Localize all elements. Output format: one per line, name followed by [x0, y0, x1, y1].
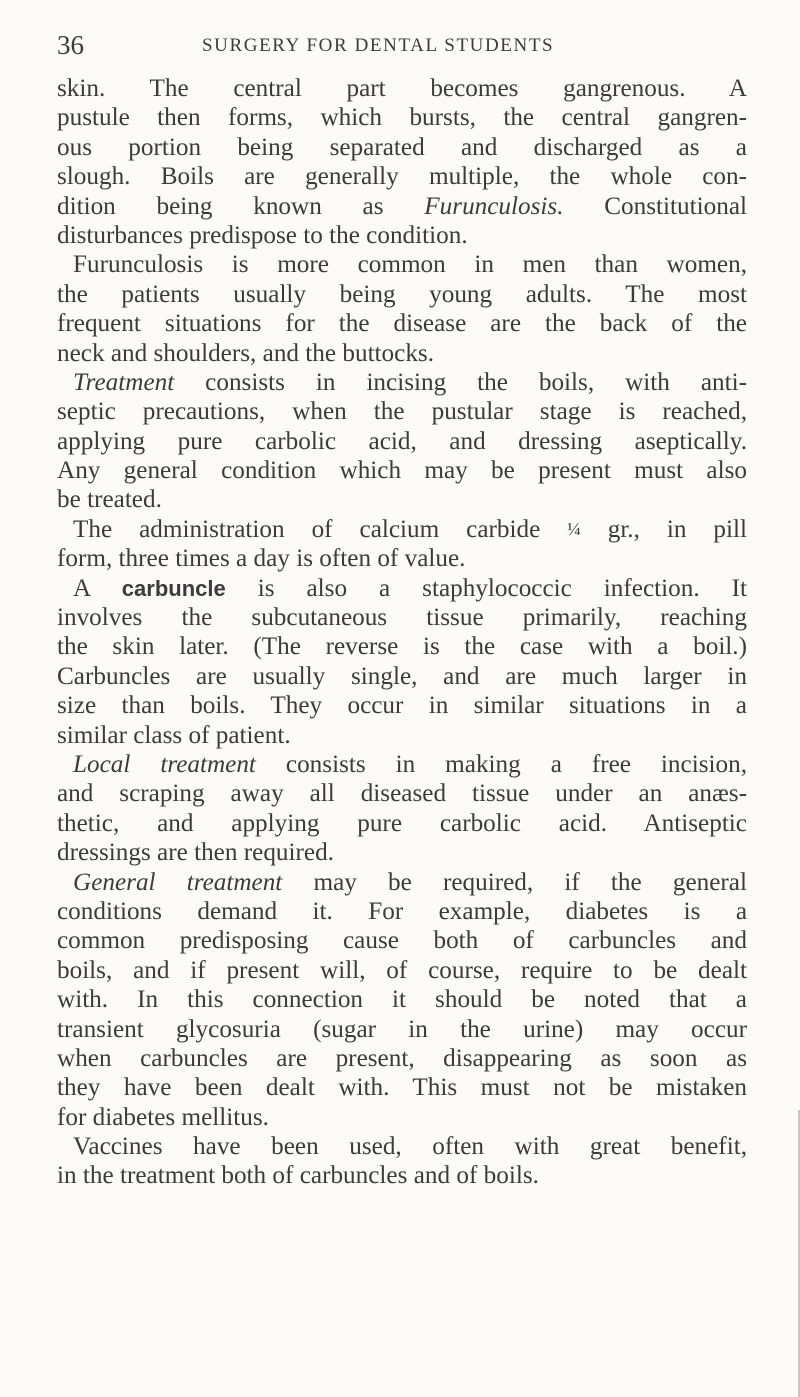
- text-line: the patients usually being young adults. The most: [57, 280, 747, 308]
- text-line: dition being known as Furunculosis. Constitutional: [57, 192, 747, 220]
- fraction-quarter: ¼: [567, 518, 581, 539]
- text-line: boils, and if present will, of course, require to be dealt: [57, 956, 747, 984]
- body-text: [57, 74, 747, 1191]
- text-line: Any general condition which may be present must also: [57, 457, 747, 485]
- term-treatment: Treatment: [73, 368, 175, 396]
- page-header-title: SURGERY FOR DENTAL STUDENTS: [202, 35, 555, 56]
- text-line: transient glycosuria (sugar in the urine) may occur: [57, 1015, 747, 1043]
- paragraph-start: General treatment may be required, if the general: [73, 868, 747, 896]
- text-line: Carbuncles are usually single, and are much larger in: [57, 662, 747, 690]
- term-local-treatment: Local treatment: [73, 750, 256, 778]
- text-line: frequent situations for the disease are the back of the: [57, 310, 747, 338]
- text-line: pustule then forms, which bursts, the central gangren-: [57, 104, 747, 132]
- text-line: conditions demand it. For example, diabetes is a: [57, 897, 747, 925]
- text-line: septic precautions, when the pustular stage is reached,: [57, 398, 747, 426]
- page-number: 36: [57, 30, 84, 60]
- text-line: for diabetes mellitus.: [57, 1103, 269, 1131]
- running-head: [57, 30, 747, 64]
- term-carbuncle: carbuncle: [121, 575, 226, 601]
- text-line: with. In this connection it should be noted that a: [57, 986, 747, 1014]
- text-line: applying pure carbolic acid, and dressing aseptically.: [57, 427, 747, 455]
- text-line: they have been dealt with. This must not be mistaken: [57, 1074, 747, 1102]
- text-line: form, three times a day is often of value.: [57, 545, 466, 573]
- term-general-treatment: General treatment: [73, 868, 283, 896]
- paragraph-start: Treatment consists in incising the boils, with anti-: [73, 368, 747, 396]
- text-line: be treated.: [57, 486, 162, 514]
- term-furunculosis: Furunculosis.: [424, 192, 564, 220]
- paragraph-start: Vaccines have been used, often with great benefit,: [73, 1133, 747, 1161]
- text-line: size than boils. They occur in similar situations in a: [57, 692, 747, 720]
- text-line: neck and shoulders, and the buttocks.: [57, 339, 435, 367]
- text-line: skin. The central part becomes gangrenous. A: [57, 75, 747, 102]
- paragraph-start: Local treatment consists in making a free incision,: [73, 750, 747, 778]
- text-line: dressings are then required.: [57, 839, 334, 867]
- text-line: in the treatment both of carbuncles and of boils.: [57, 1162, 539, 1190]
- paragraph-start: Furunculosis is more common in men than women,: [73, 251, 747, 279]
- text-line: the skin later. (The reverse is the case with a boil.): [57, 633, 747, 661]
- text-line: ous portion being separated and discharged as a: [57, 133, 747, 161]
- text-line: similar class of patient.: [57, 721, 291, 749]
- text-line: involves the subcutaneous tissue primarily, reaching: [57, 604, 747, 632]
- text-line: common predisposing cause both of carbuncles and: [57, 927, 747, 955]
- text-line: when carbuncles are present, disappearing as soon as: [57, 1044, 747, 1072]
- text-line: thetic, and applying pure carbolic acid. Antiseptic: [57, 809, 747, 837]
- text-line: and scraping away all diseased tissue under an anæs-: [57, 780, 747, 808]
- paragraph-start: The administration of calcium carbide ¼ gr., in pill: [73, 515, 747, 543]
- text-line: slough. Boils are generally multiple, the whole con-: [57, 163, 747, 191]
- paragraph-start: A carbuncle is also a staphylococcic infection. It: [73, 574, 747, 602]
- text-line: disturbances predispose to the condition.: [57, 221, 468, 249]
